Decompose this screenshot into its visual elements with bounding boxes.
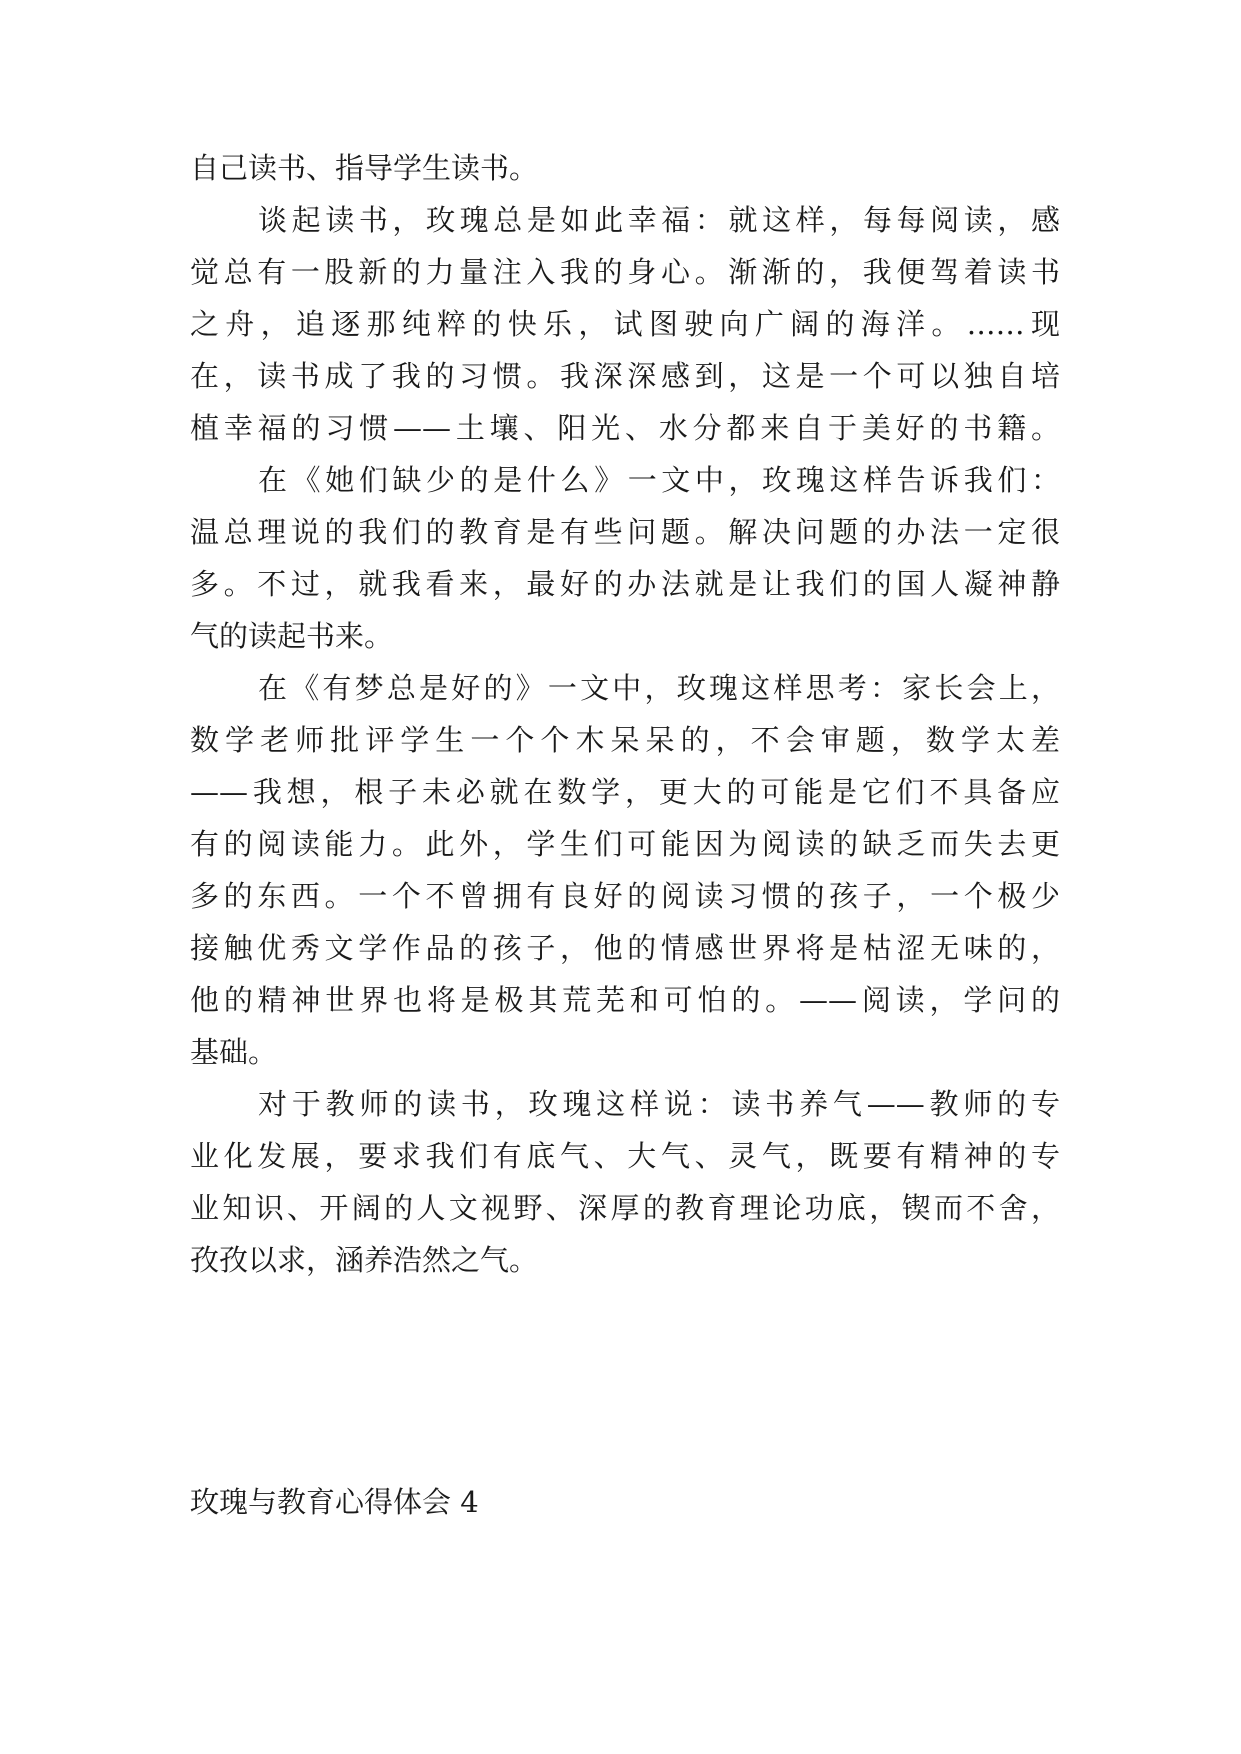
paragraph-line: 他的精神世界也将是极其荒芜和可怕的。——阅读，学问的	[190, 983, 1060, 1017]
paragraph-line: 多。不过，就我看来，最好的办法就是让我们的国人凝神静	[190, 567, 1060, 601]
paragraph-line: 之舟，追逐那纯粹的快乐，试图驶向广阔的海洋。……现	[190, 307, 1060, 341]
paragraph-line: 在《她们缺少的是什么》一文中，玫瑰这样告诉我们：	[258, 463, 1060, 497]
paragraph-line: 在，读书成了我的习惯。我深深感到，这是一个可以独自培	[190, 359, 1060, 393]
paragraph-line: 气的读起书来。	[190, 619, 394, 653]
paragraph-line: 对于教师的读书，玫瑰这样说：读书养气——教师的专	[258, 1087, 1060, 1121]
paragraph-line: 多的东西。一个不曾拥有良好的阅读习惯的孩子，一个极少	[190, 879, 1060, 913]
paragraph-line: 植幸福的习惯——土壤、阳光、水分都来自于美好的书籍。	[190, 411, 1060, 445]
paragraph-line: ——我想，根子未必就在数学，更大的可能是它们不具备应	[190, 775, 1060, 809]
paragraph-line: 谈起读书，玫瑰总是如此幸福：就这样，每每阅读，感	[258, 203, 1060, 237]
paragraph-line: 基础。	[190, 1035, 278, 1069]
paragraph-line: 业化发展，要求我们有底气、大气、灵气，既要有精神的专	[190, 1139, 1060, 1173]
paragraph-line: 觉总有一股新的力量注入我的身心。渐渐的，我便驾着读书	[190, 255, 1060, 289]
paragraph-line: 温总理说的我们的教育是有些问题。解决问题的办法一定很	[190, 515, 1060, 549]
paragraph-line: 自己读书、指导学生读书。	[190, 151, 539, 185]
section-heading: 玫瑰与教育心得体会 4	[190, 1485, 479, 1519]
paragraph-line: 业知识、开阔的人文视野、深厚的教育理论功底，锲而不舍，	[190, 1191, 1060, 1225]
paragraph-line: 数学老师批评学生一个个木呆呆的，不会审题，数学太差	[190, 723, 1060, 757]
paragraph-line: 有的阅读能力。此外，学生们可能因为阅读的缺乏而失去更	[190, 827, 1060, 861]
paragraph-line: 接触优秀文学作品的孩子，他的情感世界将是枯涩无味的，	[190, 931, 1060, 965]
paragraph-line: 孜孜以求，涵养浩然之气。	[190, 1243, 539, 1277]
paragraph-line: 在《有梦总是好的》一文中，玫瑰这样思考：家长会上，	[258, 671, 1060, 705]
